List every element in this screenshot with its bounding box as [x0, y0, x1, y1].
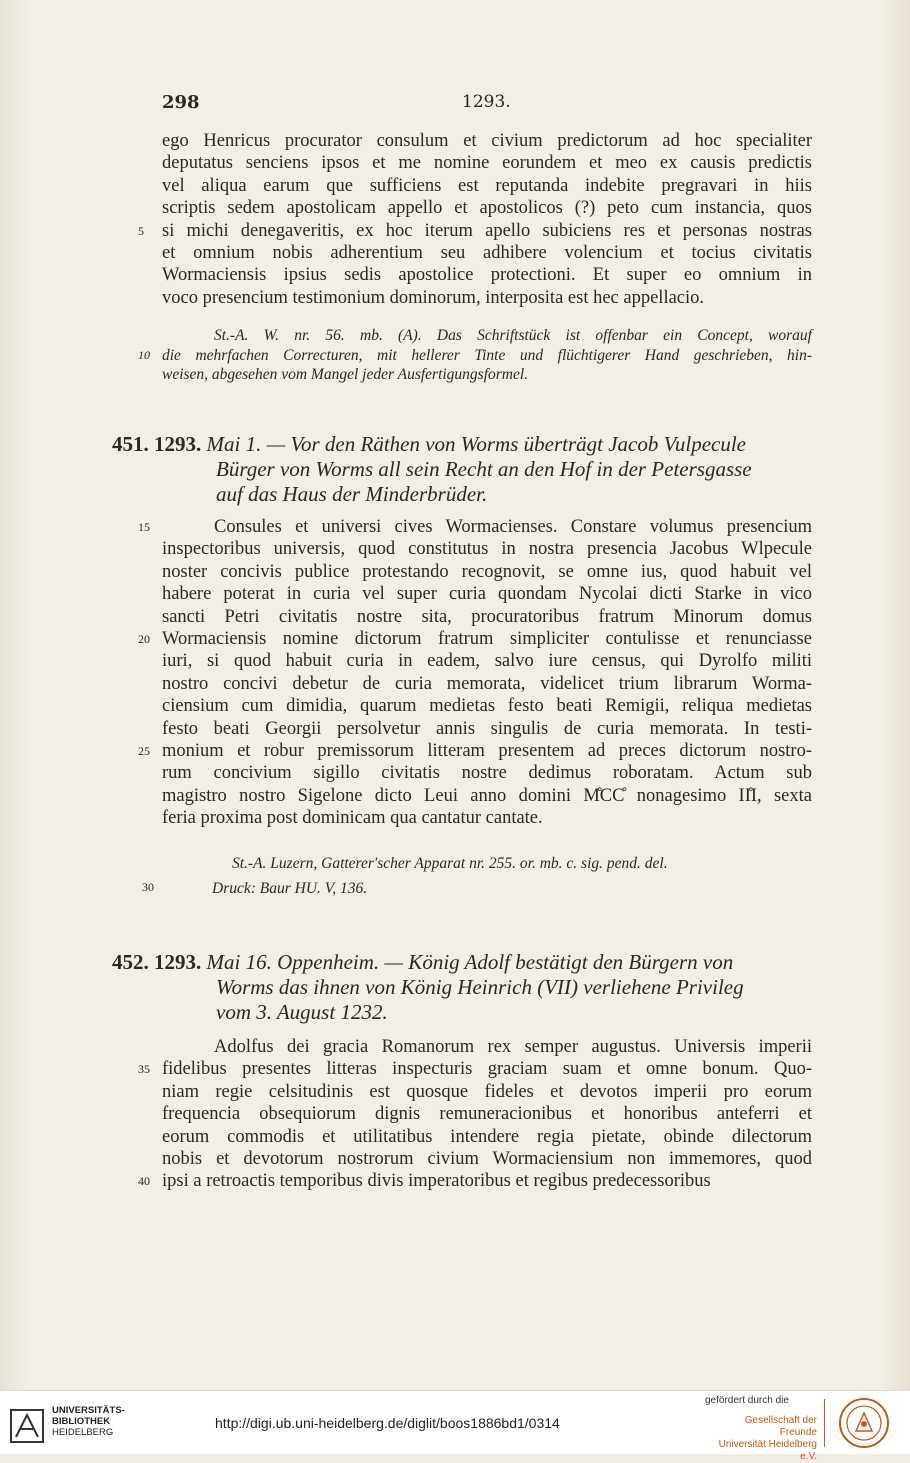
text-line: vel aliqua earum que sufficiens est reputanda indebite pregravari in hiis: [162, 175, 812, 196]
text-line: fidelibus presentes litteras inspecturis graciam suam et omne bonum. Quo- 35: [138, 1059, 812, 1080]
text-line: monium et robur premissorum litteram presentem ad preces dictorum nostro- 25: [138, 740, 812, 761]
line-number: 20: [138, 631, 150, 646]
text-line: Adolfus dei gracia Romanorum rex semper augustus. Universis imperii: [214, 1037, 812, 1057]
source-note: St.-A. Luzern, Gatterer'scher Apparat nr. 255. or. mb. c. sig. pend. del.: [232, 855, 668, 872]
line-number: 40: [138, 1174, 150, 1189]
text-line: Wormaciensis ipsius sedis apostolice protectioni. Et super eo omnium in: [162, 265, 812, 286]
text-line: si michi denegaveritis, ex hoc iterum apello subiciens res et personas nostras 5: [138, 220, 812, 241]
permalink-url[interactable]: http://digi.ub.uni-heidelberg.de/diglit/boos1886bd1/0314: [215, 1415, 560, 1431]
text-line: deputatus senciens ipsos et me nomine eorundem et meo ex causis predictis: [162, 153, 812, 174]
text-line: die mehrfachen Correcturen, mit hellerer Tinte und flüchtigerer Hand geschrieben, hin- 10: [138, 346, 812, 364]
document-number: 452.: [112, 950, 149, 974]
document-451-heading: [112, 432, 812, 507]
text-line: Consules et universi cives Wormacienses. Constare volumus presencium 15: [138, 517, 812, 537]
running-year: 1293.: [462, 92, 511, 112]
text-line: Wormaciensis nomine dictorum fratrum simpliciter contulisse et renunciasse 20: [138, 628, 812, 649]
divider: [824, 1399, 825, 1447]
page-number: 298: [162, 92, 200, 113]
text-line: eorum commodis et utilitatibus intendere regia pietate, obinde dilectorum: [162, 1126, 812, 1147]
text-line: rum concivium sigillo civitatis nostre dedimus roboratam. Actum sub: [162, 763, 812, 784]
document-451-text: [138, 516, 812, 829]
library-name: UNIVERSITÄTS- BIBLIOTHEK HEIDELBERG: [52, 1405, 125, 1438]
line-number: 5: [138, 223, 144, 238]
university-seal-icon: [838, 1397, 890, 1449]
text-line: feria proxima post dominicam qua cantatur cantate.: [162, 808, 543, 829]
text-line: frequencia obsequiorum dignis remuneracionibus et honoribus anteferri et: [162, 1104, 812, 1125]
document-452-text: [138, 1036, 812, 1193]
text-line: ipsi a retroactis temporibus divis imperatoribus et regibus predecessoribus 40: [138, 1171, 711, 1192]
line-number: 30: [142, 880, 154, 894]
heading-line: Mai 16. Oppenheim. — König Adolf bestätigt den Bürgern von: [206, 950, 734, 974]
line-number: 25: [138, 743, 150, 758]
text-line: festo beati Georgii persolvetur annis singulis de curia memorata. In testi-: [162, 718, 812, 739]
print-note: 30 Druck: Baur HU. V, 136.: [142, 880, 368, 897]
line-number: 35: [138, 1062, 150, 1077]
text-line: nostro concivi debetur de curia memorata, videlicet trium librarum Worma-: [162, 673, 812, 694]
university-library-logo: [10, 1409, 44, 1443]
heading-line: Worms das ihnen von König Heinrich (VII) verliehene Privileg: [216, 975, 744, 999]
text-line: sancti Petri civitatis nostre sita, procuratoribus fratrum Minorum domus: [162, 606, 812, 627]
document-number: 451.: [112, 432, 149, 456]
text-line: ego Henricus procurator consulum et civium predictorum ad hoc specialiter: [162, 131, 812, 151]
sponsor-name[interactable]: Gesellschaft der Freunde Universität Heidelberg e.V.: [718, 1415, 817, 1462]
editorial-note: [138, 326, 812, 385]
text-line: scriptis sedem apostolicam appello et apostolicos (?) peto cum instancia, quos: [162, 198, 812, 219]
text-line: niam regie celsitudinis est quosque fideles et devotos imperii pro eorum: [162, 1081, 812, 1102]
heading-line: Mai 1. — Vor den Räthen von Worms überträgt Jacob Vulpecule: [206, 432, 746, 456]
heading-line: Bürger von Worms all sein Recht an den Hof in der Petersgasse: [216, 457, 752, 481]
text-line: St.-A. W. nr. 56. mb. (A). Das Schriftstück ist offenbar ein Concept, worauf: [214, 327, 812, 344]
line-number: 10: [138, 347, 150, 362]
line-number: 15: [138, 520, 150, 534]
text-line: noster concivis publice protestando recognovit, se omne ius, quod habuit vel: [162, 561, 812, 582]
page-header: [162, 92, 812, 116]
document-452-heading: [112, 950, 812, 1025]
text-line: voco presencium testimonium dominorum, interposita est hec appellacio.: [162, 287, 705, 308]
text-line: inspectoribus universis, quod constitutus in nostra presencia Jacobus Wlpecule: [162, 539, 812, 560]
text-line: iuri, si quod habuit curia in eadem, salvo iure census, qui Dyrolfo militi: [162, 651, 812, 672]
text-line: et omnium nobis adherentium seu adhibere volencium et tocius civitatis: [162, 242, 812, 263]
viewer-footer: [0, 1390, 910, 1462]
document-year: 1293.: [154, 950, 202, 974]
text-line: weisen, abgesehen vom Mangel jeder Ausfertigungsformel.: [162, 366, 529, 383]
document-year: 1293.: [154, 432, 202, 456]
heading-line: vom 3. August 1232.: [216, 1000, 388, 1024]
heading-line: auf das Haus der Minderbrüder.: [216, 482, 488, 506]
text-line: nobis et devotorum nostrorum civium Wormaciensium non immemores, quod: [162, 1148, 812, 1169]
text-line: ciensium cum dimidia, quarum medietas festo beati Remigii, reliqua medietas: [162, 696, 812, 717]
sponsor-label: gefördert durch die: [705, 1395, 789, 1406]
text-block-continuation: [138, 130, 812, 309]
text-line: magistro nostro Sigelone dicto Leui anno domini M̊CC̊ nonagesimo II̊I, sexta: [162, 785, 812, 806]
text-line: habere poterat in curia vel super curia quondam Nycolai dicti Starke in vico: [162, 584, 812, 605]
